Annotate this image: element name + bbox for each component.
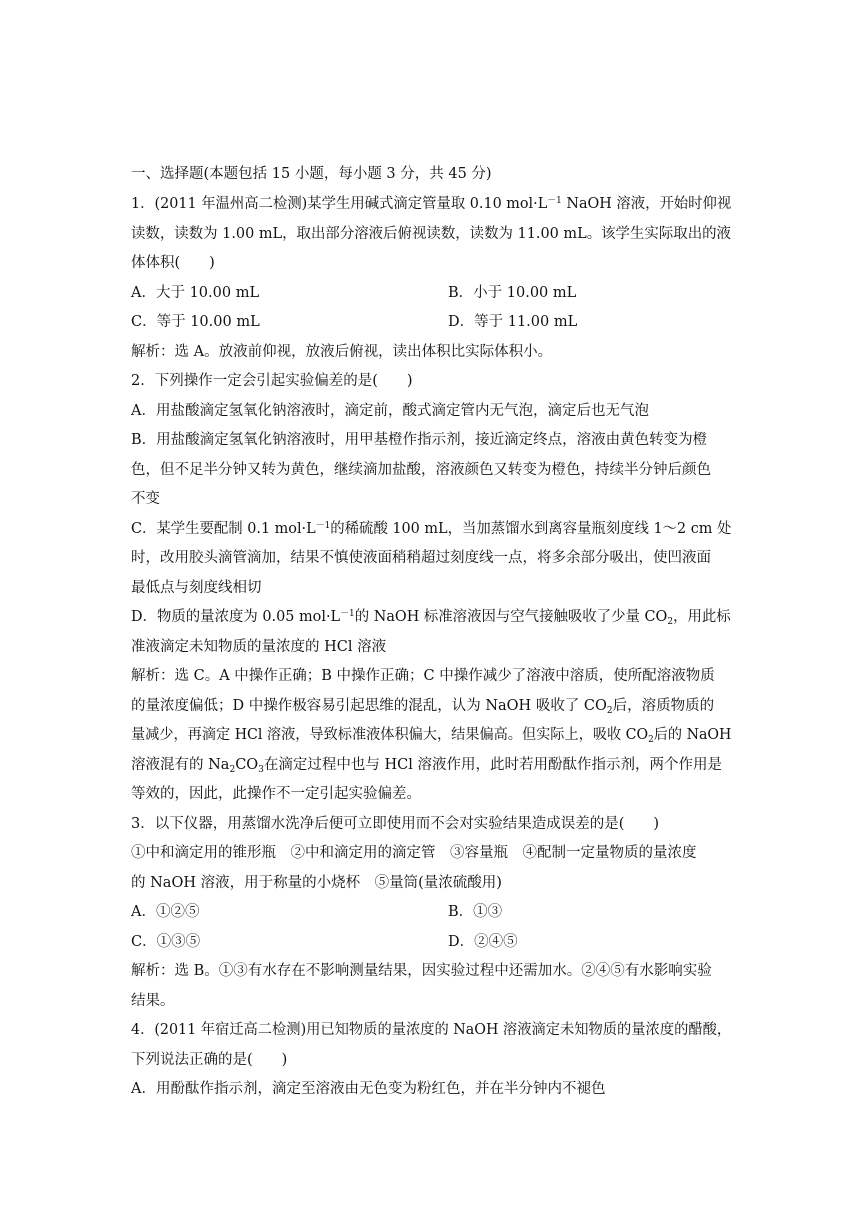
q4-stem-line-2: 下列说法正确的是( ) <box>131 1052 288 1068</box>
q3-analysis-line-2: 结果。 <box>131 993 175 1009</box>
q1-stem-line-3: 体体积( ) <box>131 255 215 271</box>
q1-analysis: 解析：选 A。放液前仰视，放液后俯视，读出体积比实际体积小。 <box>131 344 553 360</box>
q2-option-d-line-2: 准液滴定未知物质的量浓度的 HCl 溶液 <box>131 639 387 655</box>
q3-option-d: D．②④⑤ <box>448 934 518 950</box>
q2-option-b-line-1: B．用盐酸滴定氢氧化钠溶液时，用甲基橙作指示剂，接近滴定终点，溶液由黄色转变为橙 <box>131 432 708 448</box>
q3-items-line-2: 的 NaOH 溶液，用于称量的小烧杯 ⑤量筒(量浓硫酸用) <box>131 875 502 891</box>
q3-stem: 3．以下仪器，用蒸馏水洗净后便可立即使用而不会对实验结果造成误差的是( ) <box>131 816 660 832</box>
q4-stem-line-1: 4．(2011 年宿迁高二检测)用已知物质的量浓度的 NaOH 溶液滴定未知物质的量浓度的醋酸， <box>131 1022 732 1038</box>
q2-option-c-line-2: 时，改用胶头滴管滴加，结果不慎使液面稍稍超过刻度线一点，将多余部分吸出，使凹液面 <box>131 550 711 566</box>
q2-option-c-line-3: 最低点与刻度线相切 <box>131 580 262 596</box>
q3-option-a: A．①②⑤ <box>131 904 200 920</box>
q2-analysis-line-5: 等效的，因此，此操作不一定引起实验偏差。 <box>131 786 421 802</box>
q1-option-c: C．等于 10.00 mL <box>131 314 260 330</box>
q3-analysis-line-1: 解析：选 B。①③有水存在不影响测量结果，因实验过程中还需加水。②④⑤有水影响实验 <box>131 963 712 979</box>
q1-option-b: B．小于 10.00 mL <box>448 285 577 301</box>
q2-analysis-line-1: 解析：选 C。A 中操作正确；B 中操作正确；C 中操作减少了溶液中溶质，使所配溶液物质 <box>131 668 715 684</box>
q4-option-a: A．用酚酞作指示剂，滴定至溶液由无色变为粉红色，并在半分钟内不褪色 <box>131 1081 606 1097</box>
q1-option-a: A．大于 10.00 mL <box>131 285 260 301</box>
q2-option-c-line-1: C．某学生要配制 0.1 $mol\cdot L^{-1}$的稀硫酸 100 mL，当加蒸馏水到离容量瓶刻度线 1～2 cm 处 <box>131 521 732 537</box>
q1-stem-line-2: 读数，读数为 1.00 mL，取出部分溶液后俯视读数，读数为 11.00 mL。该学生实际取出的液 <box>131 226 731 242</box>
q3-option-c: C．①③⑤ <box>131 934 201 950</box>
q3-option-b: B．①③ <box>448 904 503 920</box>
q1-stem-line-1: 1．(2011 年温州高二检测)某学生用碱式滴定管量取 0.10 $mol\cdot L^{-1}$ NaOH 溶液，开始时仰视 <box>131 196 732 212</box>
q2-option-d-line-1: D．物质的量浓度为 0.05 $mol\cdot L^{-1}$的 NaOH 标准溶液因与空气接触吸收了少量 $CO_2$，用此标 <box>131 609 731 627</box>
q2-stem: 2．下列操作一定会引起实验偏差的是( ) <box>131 373 413 389</box>
q2-analysis-line-3: 量减少，再滴定 HCl 溶液，导致标准液体积偏大，结果偏高。但实际上，吸收 $CO_2$后的 NaOH <box>131 727 732 745</box>
q1-option-d: D．等于 11.00 mL <box>448 314 578 330</box>
q2-analysis-line-4: 溶液混有的 $Na_2CO_3$在滴定过程中也与 HCl 溶液作用，此时若用酚酞作指示剂，两个作用是 <box>131 757 722 775</box>
q3-items-line-1: ①中和滴定用的锥形瓶 ②中和滴定用的滴定管 ③容量瓶 ④配制一定量物质的量浓度 <box>131 845 697 861</box>
q2-option-a: A．用盐酸滴定氢氧化钠溶液时，滴定前，酸式滴定管内无气泡，滴定后也无气泡 <box>131 403 649 419</box>
q2-option-b-line-2: 色，但不足半分钟又转为黄色，继续滴加盐酸，溶液颜色又转变为橙色，持续半分钟后颜色 <box>131 462 711 478</box>
q2-option-b-line-3: 不变 <box>131 491 160 507</box>
section-title: 一、选择题(本题包括 15 小题，每小题 3 分，共 45 分) <box>131 166 492 182</box>
q2-analysis-line-2: 的量浓度偏低；D 中操作极容易引起思维的混乱，认为 NaOH 吸收了 $CO_2$后，溶质物质的 <box>131 698 715 716</box>
